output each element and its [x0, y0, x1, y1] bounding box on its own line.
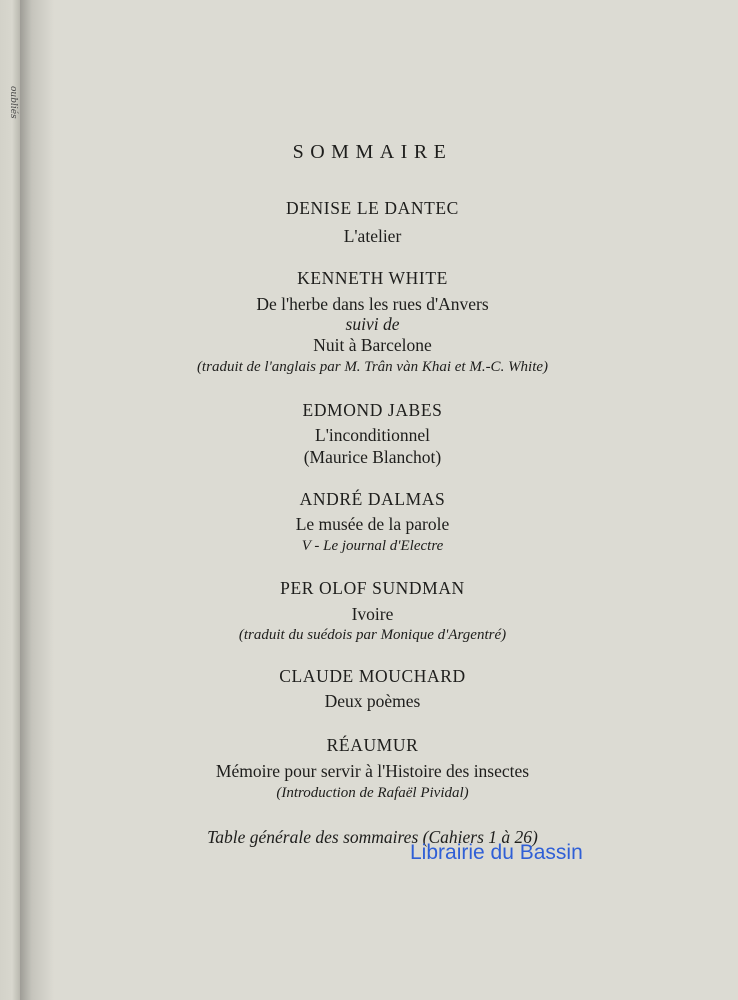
entry-author: ANDRÉ DALMAS: [299, 489, 446, 509]
entry-connector: suivi de: [345, 314, 400, 334]
entry-note: (traduit du suédois par Monique d'Argentré): [238, 627, 507, 643]
entry-author: EDMOND JABES: [302, 400, 443, 420]
general-index-line: Table générale des sommaires (Cahiers 1 à 26): [207, 827, 538, 847]
entry-note: V - Le journal d'Electre: [301, 538, 444, 554]
entry-author: PER OLOF SUNDMAN: [280, 578, 465, 598]
entry-author: RÉAUMUR: [326, 735, 419, 755]
entry-work: Deux poèmes: [324, 691, 421, 711]
entry-work: L'inconditionnel: [315, 425, 430, 445]
entry-author: DENISE LE DANTEC: [286, 198, 459, 218]
left-page-edge: [0, 0, 20, 1000]
entry-note: (Introduction de Rafaël Pividal): [276, 785, 469, 801]
entry-work: De l'herbe dans les rues d'Anvers: [256, 294, 489, 314]
entry-work: L'atelier: [343, 226, 402, 246]
entry-work: Ivoire: [351, 604, 394, 624]
entry-work: Le musée de la parole: [295, 514, 450, 534]
entry-work: Nuit à Barcelone: [313, 335, 432, 355]
left-page-fragment: oubliés: [8, 86, 18, 119]
entry-author: KENNETH WHITE: [297, 268, 448, 288]
entry-author: CLAUDE MOUCHARD: [279, 666, 466, 686]
page-title: SOMMAIRE: [292, 141, 453, 163]
entry-note: (Maurice Blanchot): [303, 447, 442, 467]
table-of-contents-page: [40, 0, 738, 1000]
bookseller-watermark: Librairie du Bassin: [410, 841, 583, 864]
entry-note: (traduit de l'anglais par M. Trân vàn Khai et M.-C. White): [196, 359, 549, 375]
entry-work: Mémoire pour servir à l'Histoire des insectes: [215, 761, 530, 781]
